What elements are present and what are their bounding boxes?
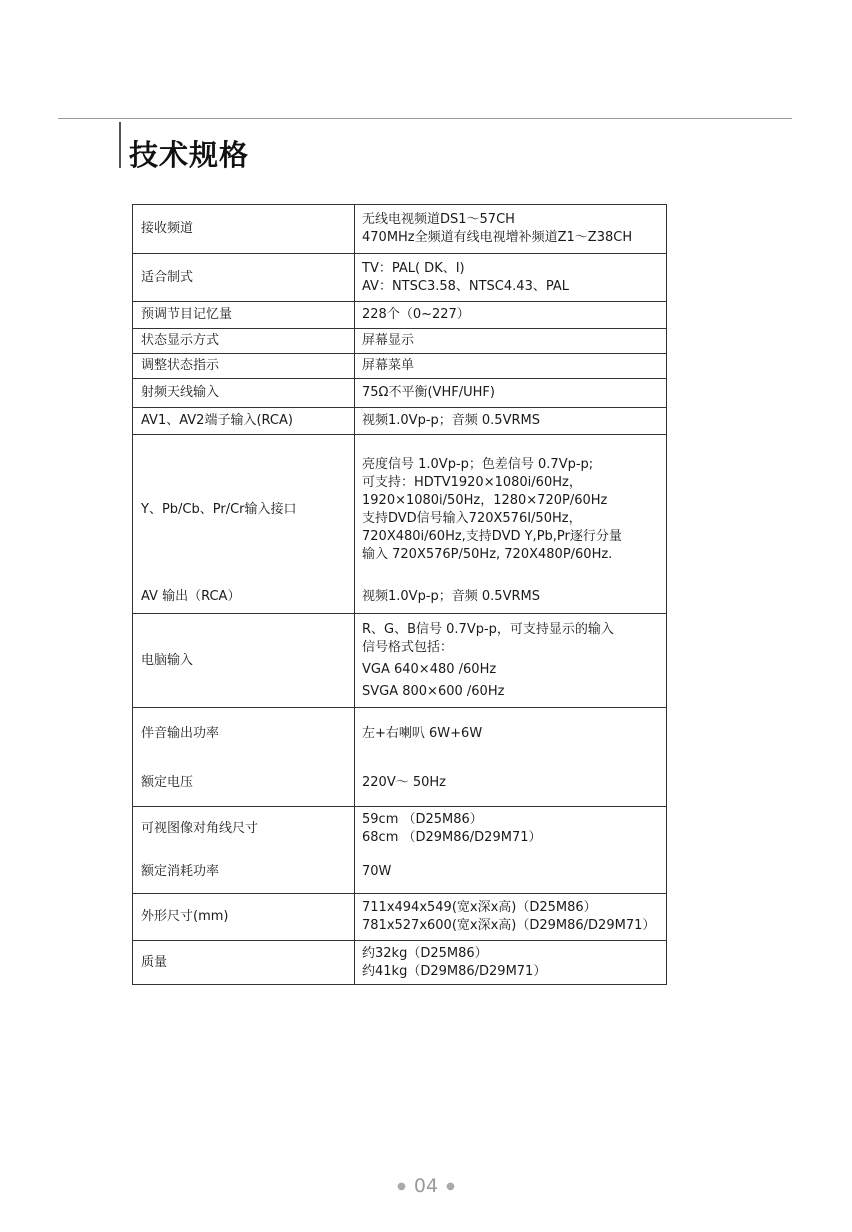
page-title: 技术规格	[129, 138, 250, 172]
spec-value: 亮度信号 1.0Vp-p；色差信号 0.7Vp-p; 可支持：HDTV1920×1080i/60Hz， 1920×1080i/50Hz，1280×720P/60Hz 支持DVD信号输入720X576I/50Hz， 720X480i/60Hz,支持DVD Y,Pb,Pr逐行分量 输入 720X576P/50Hz, 720X480P/60Hz.	[355, 435, 667, 581]
table-row	[133, 614, 667, 708]
dot-icon: ●	[397, 1181, 406, 1192]
table-row	[133, 205, 667, 254]
spec-value: 约32kg（D25M86） 约41kg（D29M86/D29M71）	[355, 941, 667, 985]
table-row	[133, 941, 667, 985]
spec-label: AV 输出（RCA）	[133, 581, 355, 614]
spec-label: 预调节目记忆量	[133, 302, 355, 329]
table-row	[133, 894, 667, 941]
spec-value: 屏幕菜单	[355, 354, 667, 379]
dot-icon: ●	[446, 1181, 455, 1192]
table-row	[133, 408, 667, 435]
page-number	[0, 1175, 852, 1197]
table-row	[133, 581, 667, 614]
title-accent-bar	[119, 122, 121, 168]
spec-label: 状态显示方式	[133, 329, 355, 354]
spec-label: 调整状态指示	[133, 354, 355, 379]
spec-label: 质量	[133, 941, 355, 985]
spec-label: 外形尺寸(mm)	[133, 894, 355, 941]
spec-value: 75Ω不平衡(VHF/UHF)	[355, 379, 667, 408]
spec-value: 70W	[355, 851, 667, 894]
spec-label: 额定消耗功率	[133, 851, 355, 894]
top-rule	[58, 118, 792, 119]
spec-value: 220V～ 50Hz	[355, 760, 667, 807]
spec-label: 可视图像对角线尺寸	[133, 807, 355, 851]
spec-value: 视频1.0Vp-p；音频 0.5VRMS	[355, 408, 667, 435]
table-row	[133, 329, 667, 354]
spec-table	[132, 204, 667, 985]
spec-label: 接收频道	[133, 205, 355, 254]
table-row	[133, 760, 667, 807]
spec-value: 711x494x549(宽x深x高)（D25M86） 781x527x600(宽x深x高)（D29M86/D29M71）	[355, 894, 667, 941]
spec-label: AV1、AV2端子输入(RCA)	[133, 408, 355, 435]
table-row	[133, 379, 667, 408]
table-row	[133, 708, 667, 760]
spec-value: 左+右喇叭 6W+6W	[355, 708, 667, 760]
table-row	[133, 354, 667, 379]
spec-value: 228个（0~227）	[355, 302, 667, 329]
spec-label: Y、Pb/Cb、Pr/Cr输入接口	[133, 435, 355, 581]
spec-value: 无线电视频道DS1～57CH 470MHz全频道有线电视增补频道Z1～Z38CH	[355, 205, 667, 254]
table-row	[133, 302, 667, 329]
spec-label: 额定电压	[133, 760, 355, 807]
spec-value: 59cm （D25M86） 68cm （D29M86/D29M71）	[355, 807, 667, 851]
spec-label: 适合制式	[133, 254, 355, 302]
spec-value: TV：PAL( DK、I) AV：NTSC3.58、NTSC4.43、PAL	[355, 254, 667, 302]
spec-value: 屏幕显示	[355, 329, 667, 354]
spec-value: 视频1.0Vp-p；音频 0.5VRMS	[355, 581, 667, 614]
table-row	[133, 435, 667, 581]
page-number-text: 04	[413, 1175, 439, 1197]
table-row	[133, 851, 667, 894]
spec-value: R、G、B信号 0.7Vp-p，可支持显示的输入 信号格式包括： VGA 640×480 /60Hz SVGA 800×600 /60Hz	[355, 614, 667, 708]
spec-label: 伴音输出功率	[133, 708, 355, 760]
table-row	[133, 807, 667, 851]
table-row	[133, 254, 667, 302]
spec-label: 电脑输入	[133, 614, 355, 708]
spec-label: 射频天线输入	[133, 379, 355, 408]
